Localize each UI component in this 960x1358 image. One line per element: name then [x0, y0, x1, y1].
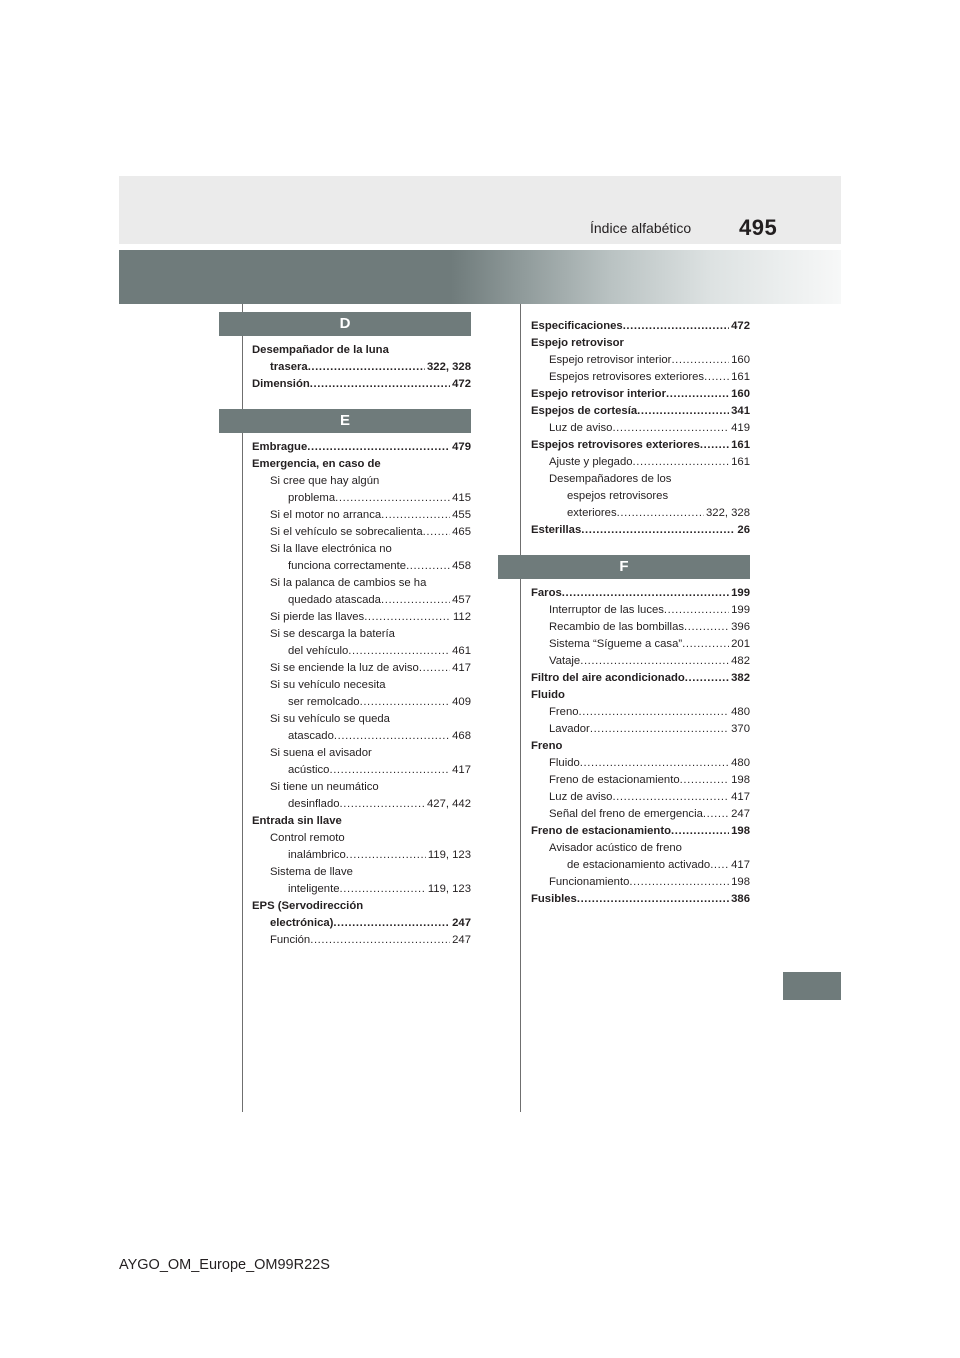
entry-page-ref: 341: [731, 405, 750, 417]
leader-dots: [329, 762, 450, 779]
entry-page-ref: 198: [731, 876, 750, 888]
leader-dots: [340, 881, 426, 898]
leader-dots: [623, 318, 729, 335]
leader-dots: [637, 403, 729, 420]
entry-label: Señal del freno de emergencia: [549, 808, 703, 820]
index-entry: [498, 602, 750, 619]
entry-page-ref: 201: [731, 638, 750, 650]
index-column-right: [498, 312, 750, 914]
entry-label: Esterillas: [531, 524, 582, 536]
entry-label: inalámbrico: [288, 849, 346, 861]
letter-header: E: [219, 409, 471, 433]
entry-label: Fluido: [531, 689, 565, 701]
index-entry: [219, 898, 471, 932]
entry-page-ref: 479: [452, 441, 471, 453]
entry-page-ref: 119, 123: [427, 883, 471, 895]
entry-label: exteriores: [567, 507, 617, 519]
entry-page-ref: 160: [731, 388, 750, 400]
entry-page-ref: 247: [452, 917, 471, 929]
header-band: [119, 176, 841, 244]
entry-label: Luz de aviso: [549, 791, 613, 803]
entry-label: Espejos retrovisores exteriores: [549, 371, 705, 383]
index-entry: [498, 454, 750, 471]
index-entry: [498, 403, 750, 420]
index-entry: [498, 840, 750, 874]
leader-dots: [334, 728, 450, 745]
index-entry: [219, 473, 471, 507]
leader-dots: [580, 755, 729, 772]
entry-page-ref: 247: [452, 934, 471, 946]
leader-dots: [310, 376, 450, 393]
entry-label: Si se descarga la batería: [270, 628, 395, 640]
entry-page-ref: 480: [731, 706, 750, 718]
entry-page-ref: 472: [452, 378, 471, 390]
entry-page-ref: 409: [452, 696, 471, 708]
index-entry: [498, 352, 750, 369]
leader-dots: [666, 386, 729, 403]
entry-page-ref: 455: [452, 509, 471, 521]
leader-dots: [580, 653, 729, 670]
entry-page-ref: 427, 442: [427, 798, 471, 810]
entry-label: Espejo retrovisor: [531, 337, 624, 349]
entry-label: Avisador acústico de freno: [549, 842, 682, 854]
entry-label: Especificaciones: [531, 320, 623, 332]
entry-label: acústico: [288, 764, 330, 776]
index-entry: [498, 420, 750, 437]
index-entry: [498, 738, 750, 755]
leader-dots: [346, 847, 426, 864]
index-entry: [498, 437, 750, 454]
index-entry-list: [498, 318, 750, 539]
leader-dots: [581, 522, 735, 539]
index-entry: [498, 318, 750, 335]
entry-label: Función: [270, 934, 311, 946]
entry-page-ref: 247: [731, 808, 750, 820]
entry-label: Control remoto: [270, 832, 345, 844]
leader-dots: [333, 915, 450, 932]
index-entry-list: [498, 585, 750, 908]
entry-label: del vehículo: [288, 645, 349, 657]
entry-label: Recambio de las bombillas: [549, 621, 685, 633]
leader-dots: [704, 369, 729, 386]
leader-dots: [360, 694, 451, 711]
entry-label: Si la llave electrónica no: [270, 543, 392, 555]
entry-label: Fusibles: [531, 893, 577, 905]
index-entry: [219, 864, 471, 898]
index-entry: [498, 704, 750, 721]
entry-label: desinflado: [288, 798, 340, 810]
entry-label: Freno de estacionamiento: [531, 825, 671, 837]
entry-page-ref: 417: [452, 662, 471, 674]
index-entry: [498, 721, 750, 738]
chapter-tab: [783, 972, 841, 1000]
entry-page-ref: 472: [731, 320, 750, 332]
entry-label: Vataje: [549, 655, 581, 667]
entry-page-ref: 482: [731, 655, 750, 667]
index-entry: [219, 932, 471, 949]
index-entry: [219, 439, 471, 456]
entry-label: funciona correctamente: [288, 560, 407, 572]
leader-dots: [671, 352, 729, 369]
entry-label: Si tiene un neumático: [270, 781, 379, 793]
entry-label: Si se enciende la luz de aviso: [270, 662, 419, 674]
entry-label: problema: [288, 492, 336, 504]
index-entry: [219, 609, 471, 626]
section-title: Índice alfabético: [590, 220, 692, 236]
leader-dots: [680, 772, 730, 789]
entry-label: espejos retrovisores: [567, 490, 669, 502]
leader-dots: [700, 437, 729, 454]
entry-label: Funcionamiento: [549, 876, 630, 888]
leader-dots: [685, 670, 729, 687]
leader-dots: [419, 660, 450, 677]
index-entry: [498, 772, 750, 789]
leader-dots: [671, 823, 729, 840]
leader-dots: [629, 874, 729, 891]
entry-label: Si suena el avisador: [270, 747, 372, 759]
index-entry: [498, 891, 750, 908]
entry-page-ref: 461: [452, 645, 471, 657]
leader-dots: [364, 609, 451, 626]
index-entry: [498, 335, 750, 352]
entry-label: Entrada sin llave: [252, 815, 342, 827]
entry-label: Luz de aviso: [549, 422, 613, 434]
index-entry: [498, 522, 750, 539]
entry-label: Dimensión: [252, 378, 310, 390]
entry-label: Sistema de llave: [270, 866, 353, 878]
entry-label: Si la palanca de cambios se ha: [270, 577, 427, 589]
footer-text: AYGO_OM_Europe_OM99R22S: [119, 1257, 330, 1273]
index-entry: [219, 541, 471, 575]
entry-label: Si pierde las llaves: [270, 611, 365, 623]
entry-label: Si el vehículo se sobrecalienta: [270, 526, 423, 538]
leader-dots: [340, 796, 426, 813]
entry-page-ref: 322, 328: [706, 507, 750, 519]
entry-label: Espejo retrovisor interior: [531, 388, 666, 400]
entry-page-ref: 160: [731, 354, 750, 366]
entry-label: Sistema “Sígueme a casa”: [549, 638, 683, 650]
leader-dots: [381, 507, 450, 524]
entry-label: atascado: [288, 730, 334, 742]
entry-label: Lavador: [549, 723, 590, 735]
leader-dots: [307, 439, 450, 456]
leader-dots: [406, 558, 450, 575]
entry-label: Si su vehículo necesita: [270, 679, 386, 691]
index-entry: [219, 677, 471, 711]
entry-label: Si el motor no arranca: [270, 509, 382, 521]
leader-dots: [612, 789, 729, 806]
entry-page-ref: 198: [731, 774, 750, 786]
entry-label: Fluido: [549, 757, 580, 769]
index-entry: [219, 456, 471, 473]
index-entry: [219, 660, 471, 677]
leader-dots: [577, 891, 729, 908]
entry-label: Freno: [531, 740, 563, 752]
index-entry: [498, 585, 750, 602]
entry-label: Emergencia, en caso de: [252, 458, 381, 470]
index-entry: [498, 670, 750, 687]
index-entry: [219, 575, 471, 609]
entry-page-ref: 396: [731, 621, 750, 633]
leader-dots: [381, 592, 450, 609]
leader-dots: [562, 585, 729, 602]
entry-page-ref: 199: [731, 587, 750, 599]
entry-label: Filtro del aire acondicionado: [531, 672, 685, 684]
entry-page-ref: 382: [731, 672, 750, 684]
entry-label: Espejo retrovisor interior: [549, 354, 672, 366]
index-entry: [219, 813, 471, 830]
index-entry: [498, 386, 750, 403]
entry-label: Espejos retrovisores exteriores: [531, 439, 700, 451]
index-entry: [498, 687, 750, 704]
index-entry: [498, 789, 750, 806]
page-number: 495: [739, 215, 778, 240]
entry-label: Freno: [549, 706, 579, 718]
leader-dots: [579, 704, 730, 721]
index-entry: [498, 874, 750, 891]
index-entry: [498, 636, 750, 653]
index-entry: [219, 626, 471, 660]
leader-dots: [308, 359, 425, 376]
index-entry: [498, 471, 750, 522]
leader-dots: [310, 932, 450, 949]
entry-label: quedado atascada: [288, 594, 381, 606]
entry-page-ref: 417: [731, 791, 750, 803]
entry-page-ref: 465: [452, 526, 471, 538]
letter-header: F: [498, 555, 750, 579]
index-entry: [219, 507, 471, 524]
leader-dots: [710, 857, 729, 874]
leader-dots: [684, 619, 729, 636]
leader-dots: [423, 524, 451, 541]
entry-label: Interruptor de las luces: [549, 604, 664, 616]
leader-dots: [617, 505, 704, 522]
letter-header: D: [219, 312, 471, 336]
index-entry: [498, 823, 750, 840]
index-entry: [219, 779, 471, 813]
entry-page-ref: 417: [731, 859, 750, 871]
entry-label: Desempañadores de los: [549, 473, 672, 485]
entry-page-ref: 386: [731, 893, 750, 905]
index-entry: [498, 369, 750, 386]
entry-page-ref: 370: [731, 723, 750, 735]
entry-label: EPS (Servodirección: [252, 900, 364, 912]
entry-page-ref: 457: [452, 594, 471, 606]
entry-label: Si cree que hay algún: [270, 475, 380, 487]
entry-page-ref: 468: [452, 730, 471, 742]
entry-page-ref: 322, 328: [427, 361, 471, 373]
entry-page-ref: 119, 123: [427, 849, 471, 861]
index-entry: [219, 830, 471, 864]
index-entry: [498, 806, 750, 823]
entry-page-ref: 417: [452, 764, 471, 776]
entry-page-ref: 480: [731, 757, 750, 769]
entry-label: trasera: [270, 361, 308, 373]
index-entry: [219, 745, 471, 779]
entry-label: de estacionamiento activado: [567, 859, 711, 871]
entry-page-ref: 199: [731, 604, 750, 616]
entry-page-ref: 161: [731, 371, 750, 383]
index-entry-list: [219, 342, 471, 393]
entry-label: electrónica): [270, 917, 334, 929]
entry-page-ref: 112: [452, 611, 471, 623]
entry-label: inteligente: [288, 883, 340, 895]
header-gradient-bar: [119, 250, 841, 304]
entry-label: Desempañador de la luna: [252, 344, 389, 356]
leader-dots: [664, 602, 729, 619]
leader-dots: [703, 806, 729, 823]
entry-page-ref: 161: [731, 439, 750, 451]
index-entry: [219, 524, 471, 541]
index-entry: [219, 342, 471, 376]
entry-label: Si su vehículo se queda: [270, 713, 390, 725]
index-entry: [498, 653, 750, 670]
entry-label: Faros: [531, 587, 562, 599]
entry-page-ref: 415: [452, 492, 471, 504]
entry-label: Freno de estacionamiento: [549, 774, 680, 786]
entry-page-ref: 419: [731, 422, 750, 434]
index-entry: [498, 755, 750, 772]
index-entry: [498, 619, 750, 636]
index-entry: [219, 376, 471, 393]
entry-page-ref: 458: [452, 560, 471, 572]
leader-dots: [590, 721, 729, 738]
entry-label: Espejos de cortesía: [531, 405, 638, 417]
leader-dots: [612, 420, 729, 437]
index-entry-list: [219, 439, 471, 949]
entry-label: Ajuste y plegado: [549, 456, 633, 468]
entry-page-ref: 161: [731, 456, 750, 468]
index-column-left: [219, 312, 471, 955]
entry-page-ref: 198: [731, 825, 750, 837]
leader-dots: [682, 636, 729, 653]
index-entry: [219, 711, 471, 745]
leader-dots: [335, 490, 450, 507]
entry-label: ser remolcado: [288, 696, 360, 708]
leader-dots: [633, 454, 730, 471]
leader-dots: [348, 643, 450, 660]
entry-page-ref: 26: [737, 524, 750, 536]
entry-label: Embrague: [252, 441, 308, 453]
